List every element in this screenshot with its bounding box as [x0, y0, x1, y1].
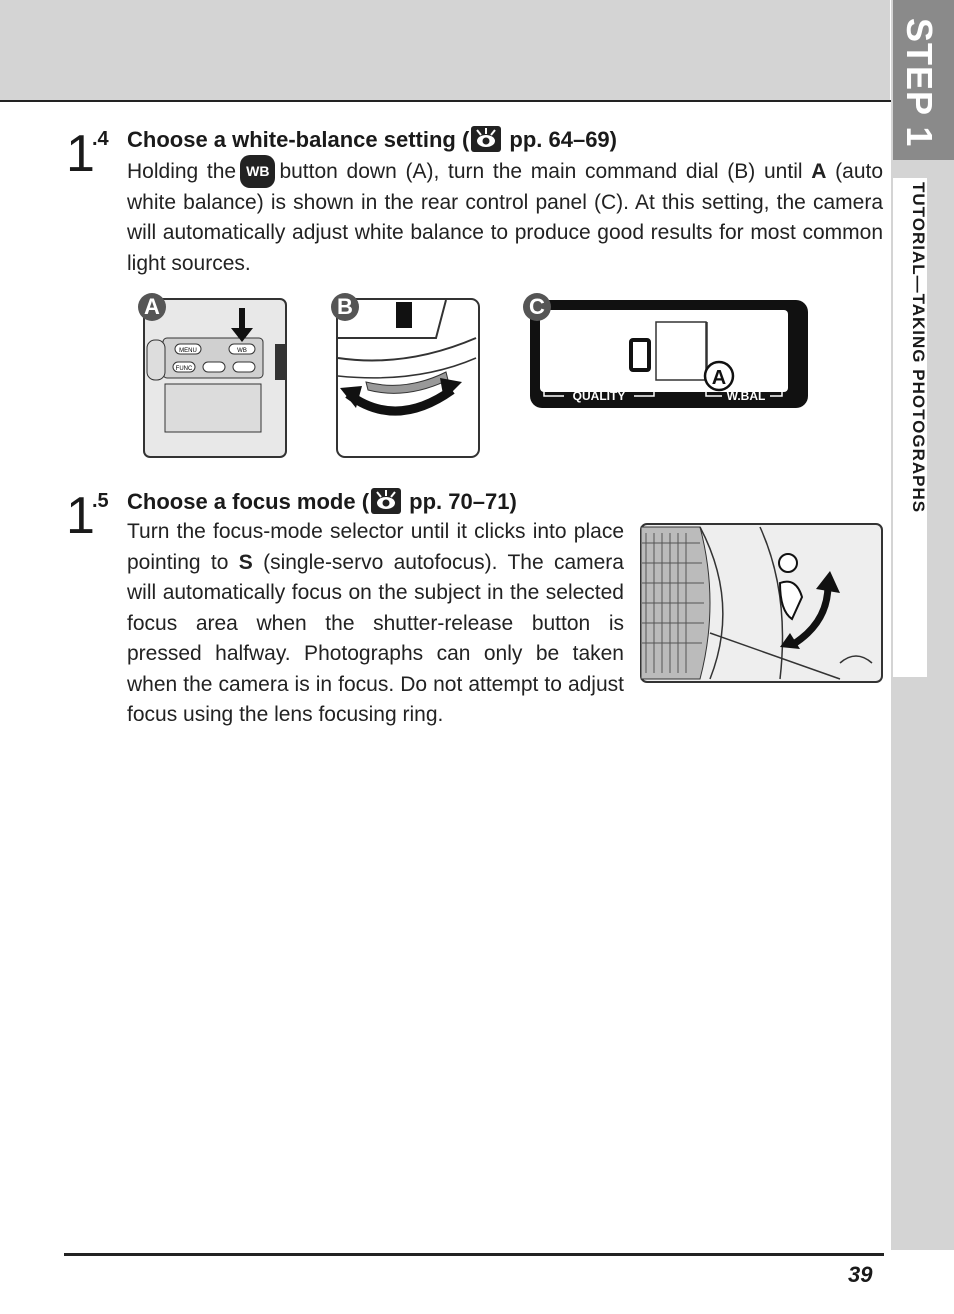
wb-button-icon: WB — [240, 155, 275, 188]
panel-wbal-label: W.BAL — [726, 389, 766, 403]
step-subnumber: .5 — [92, 490, 109, 512]
figure-label-c: C — [523, 293, 551, 321]
step-heading: Choose a white-balance setting ( pp. 64–69) — [127, 127, 617, 152]
panel-mode-indicator: A — [711, 367, 727, 389]
figure-label-a: A — [138, 293, 166, 321]
wb-button-label: WB — [237, 348, 247, 354]
page-number: 39 — [848, 1262, 873, 1287]
step-tab-label: STEP 1 — [899, 18, 940, 148]
figure-command-dial — [336, 294, 480, 458]
step-body: Holding the WB button down (A), turn the main command dial (B) until A (auto white balance) is shown in the rear control panel (C). At this setting, the camera will automatically adjust white balance to produce good results for most common light sources. — [127, 155, 883, 279]
figure-control-panel — [529, 294, 808, 408]
footer-rule — [64, 1253, 884, 1256]
panel-quality-label: QUALITY — [572, 389, 626, 403]
menu-button-label: MENU — [179, 348, 197, 354]
step-number: 1 — [66, 125, 95, 183]
step-subnumber: .4 — [92, 128, 109, 150]
section-label: TUTORIAL—TAKING PHOTOGRAPHS — [909, 182, 928, 514]
step-body: Turn the focus-mode selector until it clicks into place pointing to S (single-servo autofocus). The camera will automatically focus on the subject in the selected focus area when the shutter-release button is pressed halfway. Photographs can only be taken when the camera is in focus. Do not attempt to adjust focus using the lens focusing ring. — [127, 520, 624, 726]
figure-wb-button — [143, 294, 287, 458]
header-band — [0, 0, 890, 101]
figure-label-b: B — [331, 293, 359, 321]
func-button-label: FUNC — [175, 366, 193, 372]
header-rule — [0, 100, 892, 102]
figure-focus-selector — [640, 523, 883, 683]
reference-eye-icon — [471, 126, 501, 152]
reference-eye-icon — [371, 488, 401, 514]
step-number: 1 — [66, 487, 95, 545]
step-heading: Choose a focus mode ( pp. 70–71) — [127, 489, 517, 514]
